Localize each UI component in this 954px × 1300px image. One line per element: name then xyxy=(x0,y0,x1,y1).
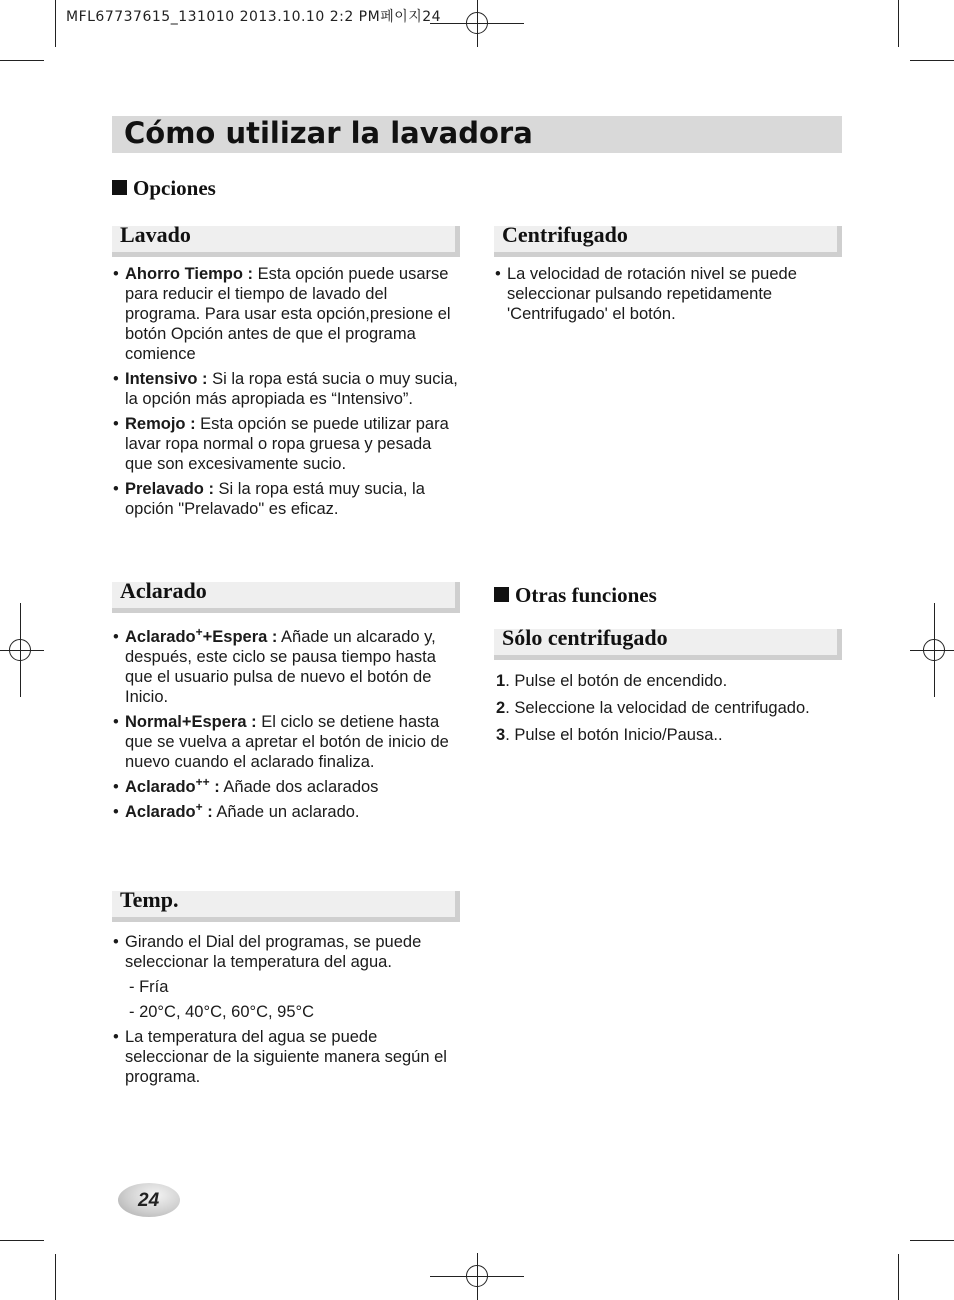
print-slug: MFL67737615_131010 2013.10.10 2:2 PM페이지24 xyxy=(66,9,442,25)
otras-funciones-heading: Otras funciones xyxy=(494,583,657,608)
options-heading: Opciones xyxy=(112,176,216,201)
solo-centrifugado-steps xyxy=(496,671,841,752)
list-item: • Girando el Dial del programas, se puede seleccionar la temperatura del agua. xyxy=(113,932,458,972)
list-item: 1. Pulse el botón de encendido. xyxy=(496,672,728,690)
temp-list xyxy=(113,932,458,1092)
list-item: • Remojo : Esta opción se puede utilizar para lavar ropa normal o ropa gruesa y pesada que son excesivamente sucio. xyxy=(113,414,458,474)
list-item: • Aclarado++ : Añade dos aclarados xyxy=(113,777,458,797)
page-number-badge xyxy=(118,1183,180,1217)
centrifugado-text xyxy=(495,264,835,329)
aclarado-list xyxy=(113,627,458,827)
list-item: • Intensivo : Si la ropa está sucia o muy sucia, la opción más apropiada es “Intensivo”. xyxy=(113,369,458,409)
centrifugado-heading: Centrifugado xyxy=(494,226,842,257)
temp-heading: Temp. xyxy=(112,891,460,922)
list-item: • Ahorro Tiempo : Esta opción puede usarse para reducir el tiempo de lavado del programa. Para usar esta opción,presione el botón Opción antes de que el programa comience xyxy=(113,264,458,364)
page-title: Cómo utilizar la lavadora xyxy=(124,116,533,150)
list-item: • La temperatura del agua se puede seleccionar de la siguiente manera según el programa. xyxy=(113,1027,458,1087)
solo-centrifugado-heading: Sólo centrifugado xyxy=(494,629,842,660)
lavado-heading: Lavado xyxy=(112,226,460,257)
square-bullet-icon xyxy=(112,180,127,195)
list-item: - 20°C, 40°C, 60°C, 95°C xyxy=(129,1003,315,1021)
lavado-list xyxy=(113,264,458,524)
list-item: • Prelavado : Si la ropa está muy sucia, la opción "Prelavado" es eficaz. xyxy=(113,479,458,519)
page-title-bar xyxy=(112,116,842,153)
list-item: • Aclarado++Espera : Añade un alcarado y, después, este ciclo se pausa tiempo hasta que el usuario pulsa de nuevo el botón de Inicio. xyxy=(113,627,458,707)
list-item: 2. Seleccione la velocidad de centrifugado. xyxy=(496,699,810,717)
list-item: • Normal+Espera : El ciclo se detiene hasta que se vuelva a apretar el botón de inicio de nuevo cuando el aclarado finaliza. xyxy=(113,712,458,772)
list-item: - Fría xyxy=(129,978,169,996)
list-item: • La velocidad de rotación nivel se puede seleccionar pulsando repetidamente 'Centrifugado' el botón. xyxy=(495,264,835,324)
square-bullet-icon xyxy=(494,587,509,602)
page-number: 24 xyxy=(138,1190,160,1211)
list-item: 3. Pulse el botón Inicio/Pausa.. xyxy=(496,726,723,744)
aclarado-heading: Aclarado xyxy=(112,582,460,613)
list-item: • Aclarado+ : Añade un aclarado. xyxy=(113,802,458,822)
